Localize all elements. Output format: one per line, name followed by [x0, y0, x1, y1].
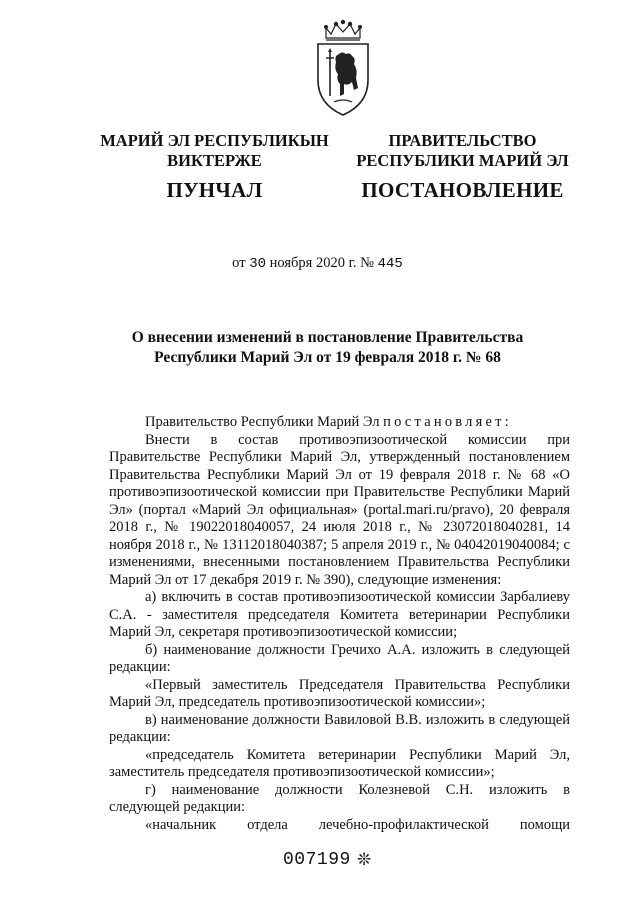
paragraph-main: Внести в состав противоэпизоотической комиссии при Правительстве Республики Марий Эл, утвержденный постановлением Правительства Республики Марий Эл от 19 февраля 2018 г. № 68 «О противоэпизоотической комиссии при Правительстве Республики Марий Эл» (портал «Марий Эл официальная» (portal.mari.ru/pravo), 20 февраля 2018 г., № 19022018040057, 24 июля 2018 г., № 23072018040281, 14 ноября 2018 г., № 13112018040387; 5 апреля 2019 г., № 04042019040084; с изменениями, внесенными постановлением Правительства Республики Марий Эл от 17 декабря 2019 г. № 390), следующие изменения:: [109, 431, 570, 588]
header-right-block: [350, 131, 575, 203]
header-right-line2: РЕСПУБЛИКИ МАРИЙ ЭЛ: [356, 151, 569, 170]
header-left-doc-type: ПУНЧАЛ: [166, 178, 263, 202]
paragraph-item-a: а) включить в состав противоэпизоотической комиссии Зарбалиеву С.А. - заместителя председателя Комитета ветеринарии Республики Марий Эл, секретаря противоэпизоотической комиссии;: [109, 589, 570, 640]
date-prefix: от: [232, 255, 246, 271]
paragraph-item-c: в) наименование должности Вавиловой В.В. изложить в следующей редакции:: [109, 711, 570, 745]
paragraph-item-b: б) наименование должности Гречихо А.А. изложить в следующей редакции:: [109, 641, 570, 675]
header-left-block: [92, 131, 337, 203]
document-date-line: [0, 254, 635, 273]
preamble-spaced-verb: постановляет:: [383, 414, 512, 430]
date-day: 30: [249, 256, 266, 272]
serial-number: 007199: [283, 850, 351, 870]
header-right-line1: ПРАВИТЕЛЬСТВО: [388, 131, 537, 150]
subject-line2: Республики Марий Эл от 19 февраля 2018 г. № 68: [154, 349, 501, 366]
header-left-line1: МАРИЙ ЭЛ РЕСПУБЛИКЫН: [100, 131, 329, 150]
paragraph-quote-c: «председатель Комитета ветеринарии Республики Марий Эл, заместитель председателя противоэпизоотической комиссии»;: [109, 746, 570, 780]
subject-line1: О внесении изменений в постановление Правительства: [131, 329, 524, 346]
preamble-text: Правительство Республики Марий Эл: [145, 414, 380, 430]
paragraph-quote-b: «Первый заместитель Председателя Правительства Республики Марий Эл, председатель противоэпизоотической комиссии»;: [109, 676, 570, 710]
coat-of-arms-icon: [312, 18, 374, 118]
footer-mark-icon: ❊: [357, 850, 372, 869]
date-month-year: ноября 2020 г. №: [269, 255, 374, 271]
header-left-line2: ВИКТЕРЖЕ: [167, 151, 262, 170]
document-number: 445: [377, 256, 403, 272]
paragraph-quote-d: «начальник отдела лечебно-профилактической помощи: [145, 816, 570, 833]
document-subject: [90, 328, 565, 368]
preamble: [109, 414, 570, 432]
paragraph-item-d: г) наименование должности Колезневой С.Н. изложить в следующей редакции:: [109, 781, 570, 815]
document-body: [109, 414, 570, 834]
header-right-doc-type: ПОСТАНОВЛЕНИЕ: [361, 178, 564, 202]
